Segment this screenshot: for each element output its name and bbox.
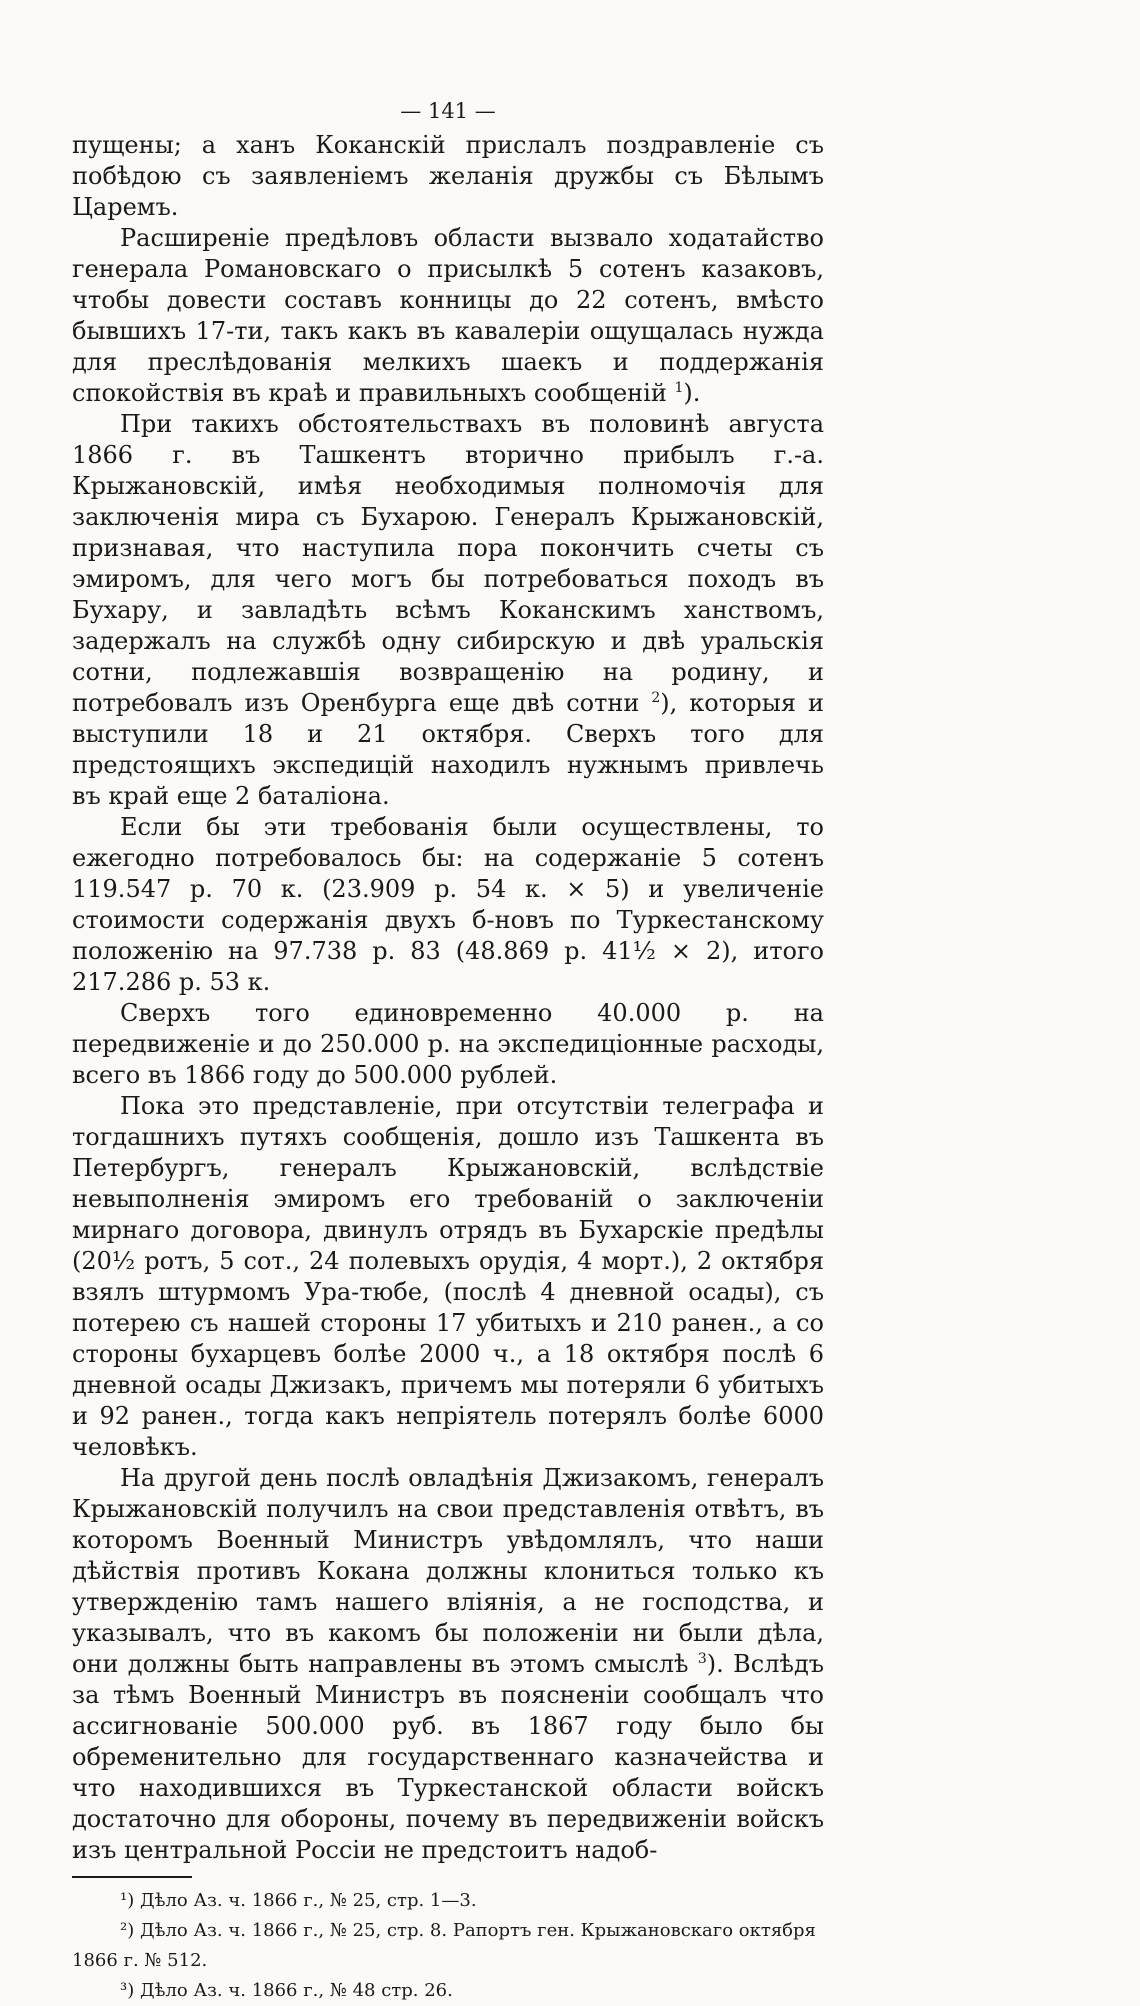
footnote-ref-2[interactable]: 2	[651, 690, 661, 706]
paragraph-tail: ). Вслѣдъ за тѣмъ Военный Министръ въ поясненіи сообщалъ что ассигнованіе 500.000 руб. въ 1867 году было бы обременительно для государственнаго казначейства и что находившихся въ Туркестанской области войскъ достаточно для обороны, почему въ передвиженіи войскъ изъ центральной Россіи не предстоитъ надоб-	[72, 1650, 825, 1864]
paragraph-6	[72, 1091, 824, 1463]
paragraph-text: При такихъ обстоятельствахъ въ половинѣ августа 1866 г. въ Ташкентъ вторично прибылъ г.-а. Крыжановскій, имѣя необходимыя полномочія для заключенія мира съ Бухарою. Генералъ Крыжановскій, признавая, что наступила пора покончить счеты съ эмиромъ, для чего могъ бы потребоваться походъ въ Бухару, и завладѣть всѣмъ Коканскимъ ханствомъ, задержалъ на службѣ одну сибирскую и двѣ уральскія сотни, подлежавшія возвращенію на родину, и потребовалъ изъ Оренбурга еще двѣ сотни	[72, 410, 824, 717]
footnote-text: Дѣло Аз. ч. 1866 г., № 48 стр. 26.	[139, 1980, 453, 2001]
footnote-1	[72, 1886, 824, 1916]
paragraph-7	[72, 1463, 824, 1866]
paragraph-5	[72, 998, 824, 1091]
paragraph-text: Расширеніе предѣловъ области вызвало ходатайство генерала Романовскаго о присылкѣ 5 сотенъ казаковъ, чтобы довести составъ конницы до 22 сотенъ, вмѣсто бывшихъ 17-ти, такъ какъ въ кавалеріи ощущалась нужда для преслѣдованія мелкихъ шаекъ и поддержанія спокойствія въ краѣ и правильныхъ сообщеній	[72, 224, 824, 407]
paragraph-tail: ), которыя и выступили 18 и 21 октября. Сверхъ того для предстоящихъ экспедицій находилъ нужнымъ привлечь въ край еще 2 баталіона.	[72, 689, 824, 810]
main-text	[72, 130, 824, 1866]
footnote-mark: ²)	[120, 1920, 135, 1941]
page-number: — 141 —	[400, 99, 496, 123]
paragraph-text: пущены; а ханъ Коканскій прислалъ поздравленіе съ побѣдою съ заявленіемъ желанія дружбы съ Бѣлымъ Царемъ.	[72, 131, 824, 221]
footnote-3	[72, 1976, 824, 2006]
paragraph-text: Пока это представленіе, при отсутствіи телеграфа и тогдашнихъ путяхъ сообщенія, дошло изъ Ташкента въ Петербургъ, генералъ Крыжановскій, вслѣдствіе невыполненія эмиромъ его требованій о заключеніи мирнаго договора, двинулъ отрядъ въ Бухарскіе предѣлы (20½ ротъ, 5 сот., 24 полевыхъ орудія, 4 морт.), 2 октября взялъ штурмомъ Ура-тюбе, (послѣ 4 дневной осады), съ потерею съ нашей стороны 17 убитыхъ и 210 ранен., а со стороны бухарцевъ болѣе 2000 ч., а 18 октября послѣ 6 дневной осады Джизакъ, причемъ мы потеряли 6 убитыхъ и 92 ранен., тогда какъ непріятель потерялъ болѣе 6000 человѣкъ.	[72, 1092, 824, 1461]
paragraph-tail: ).	[683, 379, 701, 407]
footnote-mark: ¹)	[120, 1890, 135, 1911]
footnote-mark: ³)	[120, 1980, 135, 2001]
footnotes	[72, 1886, 824, 2006]
footnote-ref-3[interactable]: 3	[697, 1651, 707, 1667]
footnote-text: Дѣло Аз. ч. 1866 г., № 25, стр. 1—3.	[139, 1890, 477, 1911]
paragraph-text: На другой день послѣ овладѣнія Джизакомъ, генералъ Крыжановскій получилъ на свои представленія отвѣтъ, въ которомъ Военный Министръ увѣдомлялъ, что наши дѣйствія противъ Кокана должны клониться только къ утвержденію тамъ нашего вліянія, а не господства, и указывалъ, что въ какомъ бы положеніи ни были дѣла, они должны быть направлены въ этомъ смыслѣ	[72, 1464, 824, 1678]
footnote-2	[72, 1916, 824, 1976]
footnote-ref-1[interactable]: 1	[674, 380, 684, 396]
paragraph-1	[72, 130, 824, 223]
paragraph-2	[72, 223, 824, 409]
footnote-text: Дѣло Аз. ч. 1866 г., № 25, стр. 8. Рапортъ ген. Крыжановскаго октября 1866 г. № 512.	[72, 1920, 816, 1971]
paragraph-3	[72, 409, 824, 812]
paragraph-text: Сверхъ того единовременно 40.000 р. на передвиженіе и до 250.000 р. на экспедиціонные расходы, всего въ 1866 году до 500.000 рублей.	[72, 999, 824, 1089]
book-page	[72, 96, 824, 2006]
footnote-divider	[72, 1876, 192, 1878]
paragraph-text: Если бы эти требованія были осуществлены, то ежегодно потребовалось бы: на содержаніе 5 сотенъ 119.547 р. 70 к. (23.909 р. 54 к. × 5) и увеличеніе стоимости содержанія двухъ б-новъ по Туркестанскому положенію на 97.738 р. 83 (48.869 р. 41½ × 2), итого 217.286 р. 53 к.	[72, 813, 824, 996]
paragraph-4	[72, 812, 824, 998]
